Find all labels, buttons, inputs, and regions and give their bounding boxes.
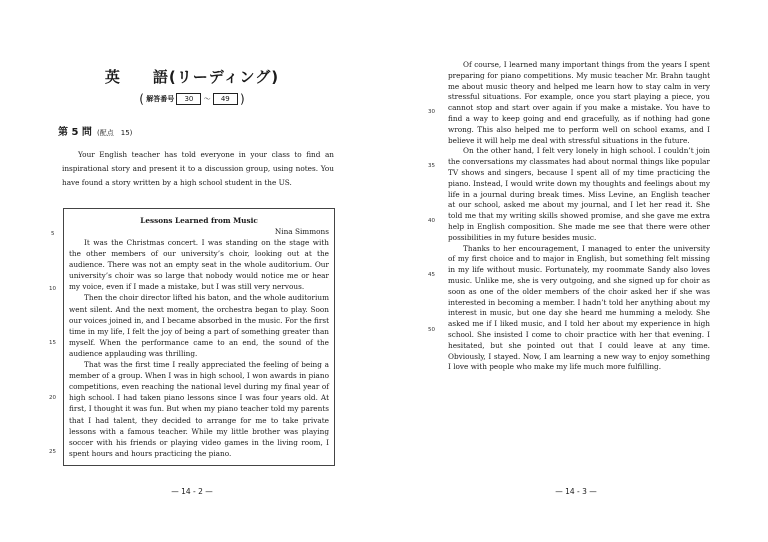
question-heading [58, 120, 132, 139]
story-paragraph-4: Of course, I learned many important things from the years I spent preparing for piano competitions. My music teacher Mr. Brahn taught me about music theory and helped me learn how to stay calm in very stressful situations. For example, once you start playing a piece, you cannot stop and start over again if you make a mistake. You have to find a way to keep going and end gracefully, as if nothing had gone wrong. This also helped me to perform well on school exams, and I believe it will help me deal with stressful situations in the future. [448, 60, 710, 145]
story-paragraph-3: That was the first time I really appreciated the feeling of being a member of a group. When I was in high school, I won awards in piano competitions, even reaching the national level during my final year of high school. I had taken piano lessons since I was four years old. At first, I thought it was fun. But when my piano teacher told my parents that I had talent, they decided to arrange for me to take private lessons with a famous teacher. While my little brother was playing soccer with his friends or playing video games in the living room, I spent hours and hours practicing the piano. [69, 360, 329, 458]
story-paragraph-2: Then the choir director lifted his baton, and the whole auditorium went silent. And the next moment, the orchestra began to play. Soon our voices joined in, and I became absorbed in the music. For the first time in my life, I felt the joy of being a part of something greater than myself. When the performance came to an end, the sound of the audience applauding was thrilling. [69, 293, 329, 358]
line-number: 45 [428, 272, 435, 278]
story-box [63, 208, 335, 466]
story-paragraph-1: It was the Christmas concert. I was standing on the stage with the other members of our university’s choir, looking out at the audience. There was not an empty seat in the whole auditorium. Our university’s choir was so large that nobody would notice me or hear my voice, even if I made a mistake, but I was still very nervous. [69, 238, 329, 292]
line-number: 10 [49, 286, 56, 292]
question-points: (配点 15) [97, 129, 133, 137]
line-number: 35 [428, 163, 435, 169]
page-number: — 14 - 3 — [555, 487, 597, 496]
line-number: 40 [428, 218, 435, 224]
page-number: — 14 - 2 — [171, 487, 213, 496]
right-page [384, 0, 768, 542]
intro-paragraph: Your English teacher has told everyone in your class to find an inspirational story and present it to a discussion group, using notes. You have found a story written by a high school student in the US. [62, 150, 334, 187]
story-continuation [448, 60, 710, 373]
answer-range-label: 解答番号 [146, 95, 175, 103]
answer-end-box: 49 [213, 93, 238, 105]
line-number: 15 [49, 340, 56, 346]
story-author: Nina Simmons [274, 227, 329, 236]
story-paragraph-5: On the other hand, I felt very lonely in high school. I couldn’t join the conversations my classmates had about normal things like popular TV shows and singers, because I spent all of my time practicing the piano. Instead, I would write down my thoughts and feelings about my life in a journal during break times. Miss Levine, an English teacher at our school, asked me about my journal, and I let her read it. She told me that my writing skills showed promise, and she gave me extra help in English composition. She made me see that there were other possibilities in my future besides music. [448, 146, 710, 242]
line-number: 25 [49, 449, 56, 455]
story-paragraph-6: Thanks to her encouragement, I managed to enter the university of my first choice and to major in English, but something felt missing in my life without music. Fortunately, my roommate Sandy also loves music. Unlike me, she is very outgoing, and she signed up for choir as soon as one of the older members of the choir asked her if she was interested in becoming a member. I hadn’t told her anything about my interest in music, but one day she heard me humming a melody. She asked me if I liked music, and I told her about my experience in high school. She insisted I come to choir practice with her that evening. I hesitated, but she pointed out that I could leave at any time. Obviously, I stayed. Now, I am learning a new way to enjoy something I love with people who make my life much more fulfilling. [448, 243, 710, 372]
answer-range: ( 解答番号 30 ～ 49 ) [139, 92, 245, 106]
line-number: 30 [428, 109, 435, 115]
line-number: 5 [51, 231, 55, 237]
answer-start-box: 30 [176, 93, 201, 105]
page-title: 英 語(リーディング) [104, 68, 280, 86]
story-title: Lessons Learned from Music [140, 216, 258, 225]
answer-range-separator: ～ [203, 95, 211, 103]
line-number: 50 [428, 327, 435, 333]
line-number: 20 [49, 395, 56, 401]
question-label: 第 5 問 [58, 127, 92, 138]
